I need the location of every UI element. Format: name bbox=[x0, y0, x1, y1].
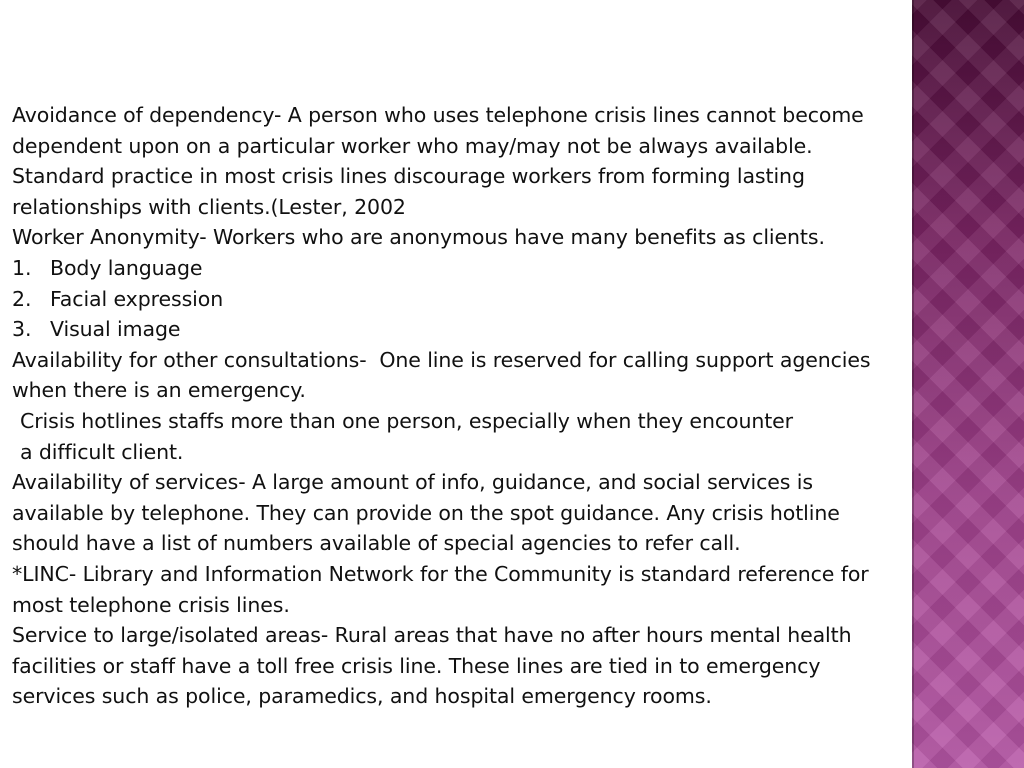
text-line: most telephone crisis lines. bbox=[12, 592, 290, 617]
text-line: facilities or staff have a toll free crisis line. These lines are tied in to emergency bbox=[12, 653, 821, 678]
text-line: services such as police, paramedics, and hospital emergency rooms. bbox=[12, 684, 712, 709]
text-line: Avoidance of dependency- A person who uses telephone crisis lines cannot become bbox=[12, 103, 864, 127]
text-line: Crisis hotlines staffs more than one person, especially when they encounter bbox=[20, 408, 794, 433]
slide-body-text bbox=[12, 100, 1007, 712]
text-line: relationships with clients.(Lester, 2002 bbox=[12, 194, 406, 219]
text-line: Availability for other consultations- One line is reserved for calling support agencies bbox=[12, 347, 871, 372]
list-item-text: Facial expression bbox=[50, 286, 224, 311]
text-line: a difficult client. bbox=[20, 439, 184, 464]
text-line: Service to large/isolated areas- Rural areas that have no after hours mental health bbox=[12, 623, 852, 648]
list-item-text: Visual image bbox=[50, 317, 181, 342]
list-item-text: Body language bbox=[50, 255, 203, 280]
text-line: Worker Anonymity- Workers who are anonymous have many benefits as clients. bbox=[12, 225, 825, 250]
text-line: when there is an emergency. bbox=[12, 378, 306, 403]
list-item-number: 3. bbox=[12, 317, 32, 342]
text-line: Standard practice in most crisis lines discourage workers from forming lasting bbox=[12, 164, 805, 189]
list-item bbox=[12, 253, 1007, 284]
list-item bbox=[12, 314, 1007, 345]
list-item bbox=[12, 284, 1007, 315]
text-line: *LINC- Library and Information Network for the Community is standard reference for bbox=[12, 561, 869, 586]
list-item-number: 1. bbox=[12, 255, 32, 280]
text-line: Availability of services- A large amount of info, guidance, and social services is bbox=[12, 470, 813, 495]
text-line: available by telephone. They can provide on the spot guidance. Any crisis hotline bbox=[12, 500, 840, 525]
list-item-number: 2. bbox=[12, 286, 32, 311]
text-line: should have a list of numbers available of special agencies to refer call. bbox=[12, 531, 741, 556]
text-line: dependent upon on a particular worker who may/may not be always available. bbox=[12, 133, 813, 158]
